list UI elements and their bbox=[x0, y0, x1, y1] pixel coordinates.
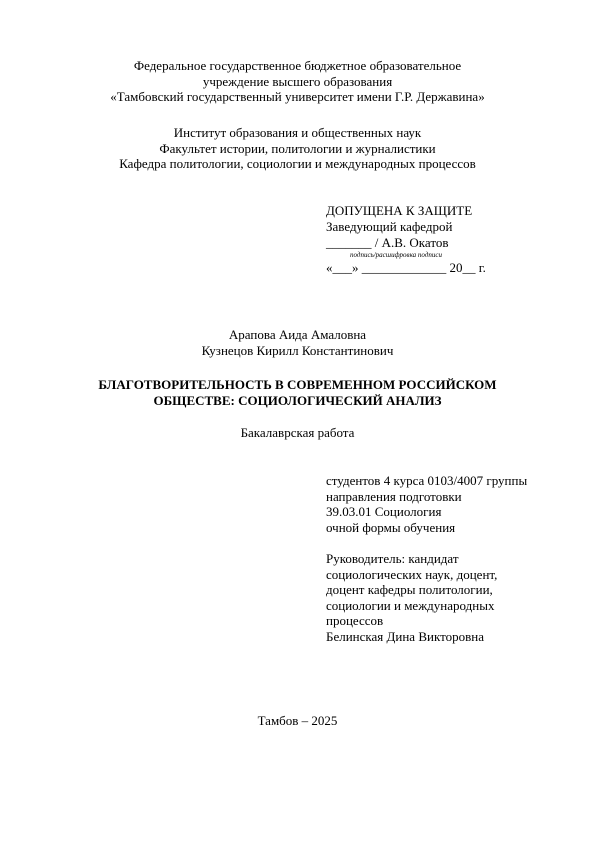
author-name: Арапова Аида Амаловна bbox=[228, 327, 367, 342]
student-info-line: очной формы обучения bbox=[326, 519, 456, 535]
institute-block bbox=[0, 125, 595, 172]
student-info-line: направления подготовки bbox=[326, 488, 462, 504]
student-info-block bbox=[326, 473, 576, 535]
author-name: Кузнецов Кирилл Константинович bbox=[201, 342, 394, 358]
approval-role: Заведующий кафедрой bbox=[326, 219, 453, 234]
supervisor-line: социологии и международных bbox=[326, 597, 495, 613]
title-line: ОБЩЕСТВЕ: СОЦИОЛОГИЧЕСКИЙ АНАЛИЗ bbox=[153, 392, 442, 408]
org-line: учреждение высшего образования bbox=[202, 73, 393, 89]
org-line: «Тамбовский государственный университет имени Г.Р. Державина» bbox=[110, 89, 485, 104]
supervisor-line: социологических наук, доцент, bbox=[326, 566, 498, 582]
supervisor-name: Белинская Дина Викторовна bbox=[326, 628, 484, 644]
student-info-line: студентов 4 курса 0103/4007 группы bbox=[326, 473, 528, 488]
approval-title: ДОПУЩЕНА К ЗАЩИТЕ bbox=[326, 203, 473, 218]
organization-block bbox=[0, 58, 595, 105]
faculty-line: Факультет истории, политологии и журналистики bbox=[159, 140, 436, 156]
supervisor-line: Руководитель: кандидат bbox=[326, 551, 459, 566]
signature-hint: подпись/расшифровка подписи bbox=[350, 251, 442, 259]
city-year: Тамбов – 2025 bbox=[257, 713, 338, 728]
institute-line: Институт образования и общественных наук bbox=[173, 125, 422, 140]
thesis-title bbox=[0, 377, 595, 408]
authors-block bbox=[0, 327, 595, 358]
title-line: БЛАГОТВОРИТЕЛЬНОСТЬ В СОВРЕМЕННОМ РОССИЙСКОМ bbox=[98, 377, 497, 392]
date-line: «___» _____________ 20__ г. bbox=[326, 260, 486, 275]
supervisor-line: процессов bbox=[326, 613, 384, 628]
org-line: Федеральное государственное бюджетное образовательное bbox=[133, 58, 462, 73]
signature-line: _______ / А.В. Окатов bbox=[326, 235, 449, 250]
student-info-line: 39.03.01 Социология bbox=[326, 504, 442, 519]
work-type: Бакалаврская работа bbox=[240, 425, 355, 440]
supervisor-line: доцент кафедры политологии, bbox=[326, 582, 493, 597]
supervisor-block bbox=[326, 551, 576, 644]
approval-block bbox=[326, 203, 576, 276]
department-line: Кафедра политологии, социологии и международных процессов bbox=[119, 156, 476, 171]
